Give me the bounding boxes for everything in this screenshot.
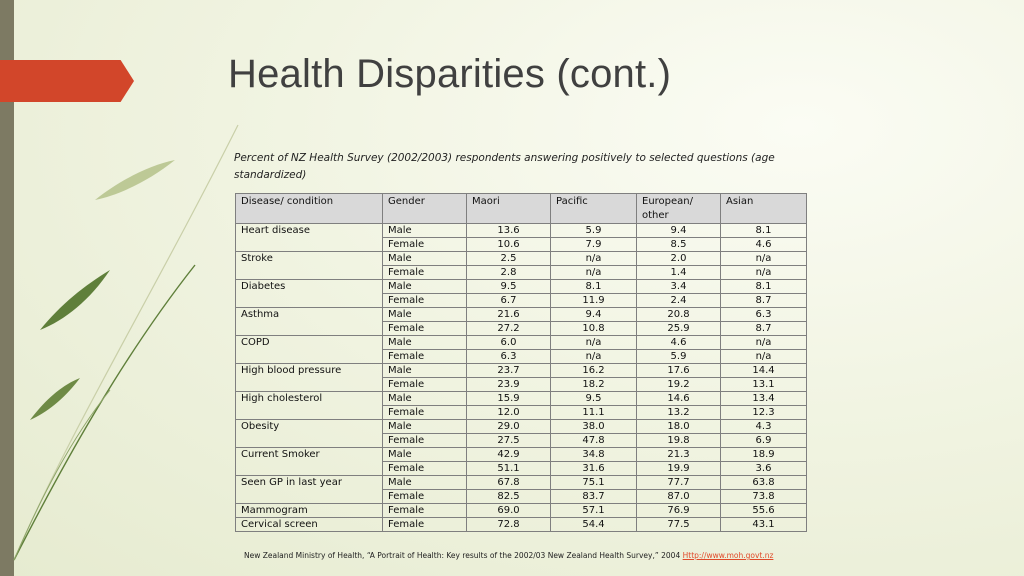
cell-pacific: 18.2 <box>551 378 637 392</box>
cell-european: 4.6 <box>637 336 721 350</box>
cell-european: 18.0 <box>637 420 721 434</box>
cell-gender: Female <box>383 518 467 532</box>
table-header-row <box>236 194 807 224</box>
table-row <box>236 322 807 336</box>
table-row <box>236 462 807 476</box>
cell-gender: Female <box>383 322 467 336</box>
table-row <box>236 294 807 308</box>
header-gender: Gender <box>383 194 467 224</box>
cell-disease <box>236 462 383 476</box>
cell-disease <box>236 490 383 504</box>
cell-maori: 21.6 <box>467 308 551 322</box>
cell-european: 13.2 <box>637 406 721 420</box>
cell-european: 21.3 <box>637 448 721 462</box>
cell-asian: 4.6 <box>721 238 807 252</box>
cell-asian: 8.1 <box>721 280 807 294</box>
cell-gender: Male <box>383 392 467 406</box>
slide-title: Health Disparities (cont.) <box>228 52 672 96</box>
cell-pacific: 11.1 <box>551 406 637 420</box>
cell-disease: High blood pressure <box>236 364 383 378</box>
cell-gender: Female <box>383 294 467 308</box>
cell-gender: Female <box>383 462 467 476</box>
cell-maori: 42.9 <box>467 448 551 462</box>
table-row <box>236 252 807 266</box>
cell-european: 19.8 <box>637 434 721 448</box>
cell-disease <box>236 238 383 252</box>
cell-disease: Seen GP in last year <box>236 476 383 490</box>
cell-pacific: 9.4 <box>551 308 637 322</box>
header-maori: Maori <box>467 194 551 224</box>
cell-european: 17.6 <box>637 364 721 378</box>
cell-asian: 3.6 <box>721 462 807 476</box>
cell-maori: 13.6 <box>467 224 551 238</box>
cell-disease <box>236 378 383 392</box>
cell-maori: 51.1 <box>467 462 551 476</box>
footer-link[interactable]: Http://www.moh.govt.nz <box>682 551 774 560</box>
table-row <box>236 378 807 392</box>
cell-disease <box>236 350 383 364</box>
cell-european: 20.8 <box>637 308 721 322</box>
cell-disease: Cervical screen <box>236 518 383 532</box>
table-row <box>236 504 807 518</box>
cell-gender: Male <box>383 252 467 266</box>
table-row <box>236 224 807 238</box>
table-row <box>236 238 807 252</box>
cell-disease <box>236 266 383 280</box>
cell-pacific: 47.8 <box>551 434 637 448</box>
cell-european: 25.9 <box>637 322 721 336</box>
cell-maori: 27.5 <box>467 434 551 448</box>
table-row <box>236 420 807 434</box>
cell-maori: 15.9 <box>467 392 551 406</box>
cell-disease: COPD <box>236 336 383 350</box>
header-asian: Asian <box>721 194 807 224</box>
header-european: European/ other <box>637 194 721 224</box>
table-row <box>236 518 807 532</box>
cell-gender: Male <box>383 280 467 294</box>
cell-disease: Diabetes <box>236 280 383 294</box>
cell-gender: Male <box>383 308 467 322</box>
cell-asian: 18.9 <box>721 448 807 462</box>
cell-disease <box>236 294 383 308</box>
table-row <box>236 406 807 420</box>
cell-maori: 23.7 <box>467 364 551 378</box>
cell-asian: 8.7 <box>721 322 807 336</box>
cell-asian: n/a <box>721 350 807 364</box>
cell-maori: 69.0 <box>467 504 551 518</box>
cell-gender: Female <box>383 504 467 518</box>
cell-european: 19.9 <box>637 462 721 476</box>
cell-pacific: 34.8 <box>551 448 637 462</box>
table-caption: Percent of NZ Health Survey (2002/2003) respondents answering positively to selected questions (age standardized) <box>234 152 775 181</box>
cell-disease: Obesity <box>236 420 383 434</box>
cell-pacific: 16.2 <box>551 364 637 378</box>
health-survey-table <box>235 193 807 532</box>
cell-disease: Heart disease <box>236 224 383 238</box>
cell-european: 3.4 <box>637 280 721 294</box>
cell-european: 1.4 <box>637 266 721 280</box>
cell-pacific: 8.1 <box>551 280 637 294</box>
table-row <box>236 364 807 378</box>
cell-asian: 43.1 <box>721 518 807 532</box>
cell-asian: n/a <box>721 252 807 266</box>
cell-gender: Male <box>383 364 467 378</box>
table-row <box>236 336 807 350</box>
cell-gender: Female <box>383 434 467 448</box>
cell-asian: 13.4 <box>721 392 807 406</box>
cell-asian: n/a <box>721 266 807 280</box>
cell-disease: Stroke <box>236 252 383 266</box>
cell-maori: 2.8 <box>467 266 551 280</box>
cell-pacific: 9.5 <box>551 392 637 406</box>
cell-european: 2.0 <box>637 252 721 266</box>
cell-maori: 6.7 <box>467 294 551 308</box>
cell-asian: n/a <box>721 336 807 350</box>
cell-maori: 27.2 <box>467 322 551 336</box>
cell-gender: Female <box>383 490 467 504</box>
cell-pacific: 83.7 <box>551 490 637 504</box>
table-row <box>236 490 807 504</box>
cell-disease: Mammogram <box>236 504 383 518</box>
cell-asian: 63.8 <box>721 476 807 490</box>
cell-pacific: 10.8 <box>551 322 637 336</box>
cell-european: 14.6 <box>637 392 721 406</box>
cell-pacific: 54.4 <box>551 518 637 532</box>
cell-european: 2.4 <box>637 294 721 308</box>
header-disease: Disease/ condition <box>236 194 383 224</box>
cell-maori: 6.3 <box>467 350 551 364</box>
cell-european: 87.0 <box>637 490 721 504</box>
cell-european: 5.9 <box>637 350 721 364</box>
cell-pacific: n/a <box>551 266 637 280</box>
cell-maori: 9.5 <box>467 280 551 294</box>
cell-asian: 4.3 <box>721 420 807 434</box>
table-row <box>236 448 807 462</box>
cell-maori: 72.8 <box>467 518 551 532</box>
cell-pacific: 31.6 <box>551 462 637 476</box>
cell-asian: 6.3 <box>721 308 807 322</box>
cell-asian: 13.1 <box>721 378 807 392</box>
cell-gender: Male <box>383 336 467 350</box>
cell-pacific: 75.1 <box>551 476 637 490</box>
cell-gender: Male <box>383 448 467 462</box>
leaf-stem-decoration <box>0 0 260 576</box>
table-row <box>236 350 807 364</box>
cell-disease <box>236 406 383 420</box>
cell-gender: Male <box>383 224 467 238</box>
cell-maori: 67.8 <box>467 476 551 490</box>
cell-gender: Female <box>383 266 467 280</box>
cell-pacific: n/a <box>551 350 637 364</box>
table-body <box>236 224 807 532</box>
cell-disease <box>236 434 383 448</box>
cell-maori: 29.0 <box>467 420 551 434</box>
cell-european: 77.7 <box>637 476 721 490</box>
cell-gender: Female <box>383 238 467 252</box>
header-pacific: Pacific <box>551 194 637 224</box>
cell-asian: 55.6 <box>721 504 807 518</box>
cell-maori: 12.0 <box>467 406 551 420</box>
cell-gender: Female <box>383 378 467 392</box>
cell-pacific: n/a <box>551 252 637 266</box>
cell-disease: High cholesterol <box>236 392 383 406</box>
footer-citation: New Zealand Ministry of Health, “A Portrait of Health: Key results of the 2002/03 New Zealand Health Survey,” 2004 <box>244 551 681 560</box>
cell-asian: 8.1 <box>721 224 807 238</box>
cell-asian: 14.4 <box>721 364 807 378</box>
cell-pacific: n/a <box>551 336 637 350</box>
table-row <box>236 476 807 490</box>
table-row <box>236 308 807 322</box>
table-row <box>236 392 807 406</box>
cell-asian: 73.8 <box>721 490 807 504</box>
cell-asian: 6.9 <box>721 434 807 448</box>
cell-european: 8.5 <box>637 238 721 252</box>
cell-pacific: 11.9 <box>551 294 637 308</box>
cell-pacific: 5.9 <box>551 224 637 238</box>
cell-maori: 6.0 <box>467 336 551 350</box>
cell-asian: 8.7 <box>721 294 807 308</box>
cell-european: 77.5 <box>637 518 721 532</box>
cell-maori: 82.5 <box>467 490 551 504</box>
cell-maori: 23.9 <box>467 378 551 392</box>
cell-pacific: 7.9 <box>551 238 637 252</box>
cell-pacific: 38.0 <box>551 420 637 434</box>
cell-maori: 10.6 <box>467 238 551 252</box>
cell-disease: Current Smoker <box>236 448 383 462</box>
table-row <box>236 434 807 448</box>
cell-gender: Male <box>383 476 467 490</box>
cell-asian: 12.3 <box>721 406 807 420</box>
cell-maori: 2.5 <box>467 252 551 266</box>
cell-gender: Female <box>383 350 467 364</box>
cell-european: 76.9 <box>637 504 721 518</box>
cell-disease <box>236 322 383 336</box>
cell-gender: Male <box>383 420 467 434</box>
cell-european: 19.2 <box>637 378 721 392</box>
cell-disease: Asthma <box>236 308 383 322</box>
table-row <box>236 266 807 280</box>
cell-european: 9.4 <box>637 224 721 238</box>
cell-pacific: 57.1 <box>551 504 637 518</box>
cell-gender: Female <box>383 406 467 420</box>
source-footer <box>244 551 773 560</box>
table-row <box>236 280 807 294</box>
